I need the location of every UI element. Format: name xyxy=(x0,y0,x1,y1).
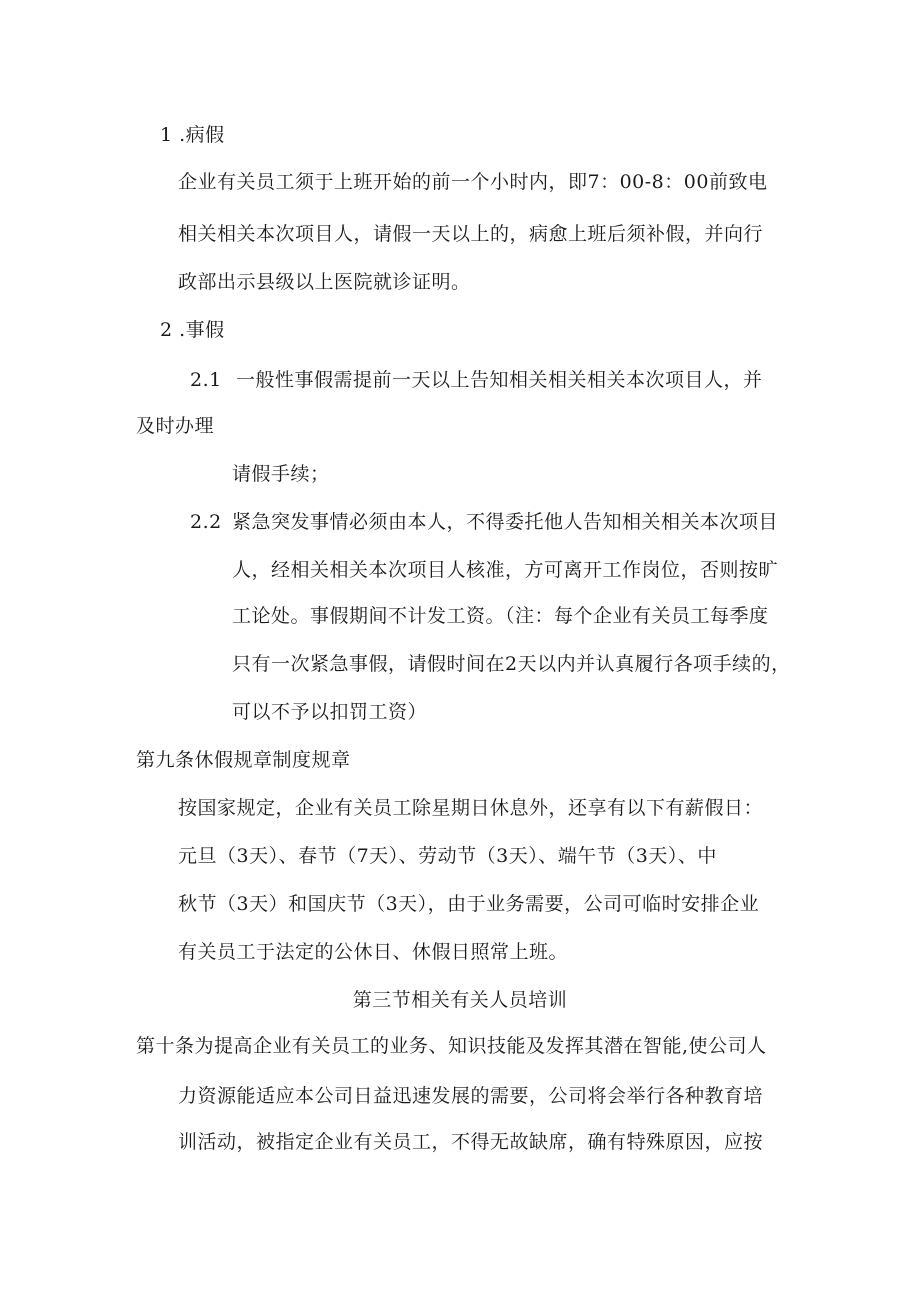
section-3-title: 第三节相关有关人员培训 xyxy=(352,989,568,1011)
item-2-2-line-4: 只有一次紧急事假，请假时间在2天以内并认真履行各项手续的， xyxy=(232,653,791,675)
item-2-1-line-3: 请假手续； xyxy=(232,463,330,485)
item-2-2-line-3: 工论处。事假期间不计发工资。（注：每个企业有关员工每季度 xyxy=(232,605,769,627)
article-9-heading: 第九条休假规章制度规章 xyxy=(136,749,351,771)
item-2-2-line-2: 人，经相关相关本次项目人核准，方可离开工作岗位，否则按旷 xyxy=(232,559,779,581)
article-9-line-1: 按国家规定，企业有关员工除星期日休息外，还享有以下有薪假日： xyxy=(178,797,764,819)
section-2-heading: 2 .事假 xyxy=(160,319,225,341)
section-1-line-1: 企业有关员工须于上班开始的前一个小时内，即7：00-8：00前致电 xyxy=(178,171,768,193)
article-10-line-3: 训活动，被指定企业有关员工，不得无故缺席，确有特殊原因，应按 xyxy=(178,1131,764,1153)
item-2-1-line-1: 一般性事假需提前一天以上告知相关相关相关本次项目人，并 xyxy=(236,369,763,391)
article-10-line-1: 第十条为提高企业有关员工的业务、知识技能及发挥其潜在智能,使公司人 xyxy=(136,1035,767,1057)
article-10-line-2: 力资源能适应本公司日益迅速发展的需要，公司将会举行各种教育培 xyxy=(178,1085,764,1107)
section-1-line-3: 政部出示县级以上医院就诊证明。 xyxy=(178,271,471,293)
section-1-heading: 1 .病假 xyxy=(160,124,225,146)
article-9-line-4: 有关员工于法定的公休日、休假日照常上班。 xyxy=(178,941,569,963)
item-2-1-number: 2.1 xyxy=(190,369,222,391)
item-2-2-number: 2.2 xyxy=(190,511,222,533)
item-2-2-line-5: 可以不予以扣罚工资） xyxy=(232,701,428,723)
item-2-2-line-1: 紧急突发事情必须由本人，不得委托他人告知相关相关本次项目 xyxy=(232,511,779,533)
article-9-line-3: 秋节（3天）和国庆节（3天），由于业务需要，公司可临时安排企业 xyxy=(178,893,760,915)
section-1-line-2: 相关相关本次项目人，请假一天以上的，病愈上班后须补假，并向行 xyxy=(178,223,764,245)
item-2-1-line-2: 及时办理 xyxy=(136,415,215,437)
article-9-line-2: 元旦（3天）、春节（7天）、劳动节（3天）、端午节（3天）、中 xyxy=(178,845,717,867)
